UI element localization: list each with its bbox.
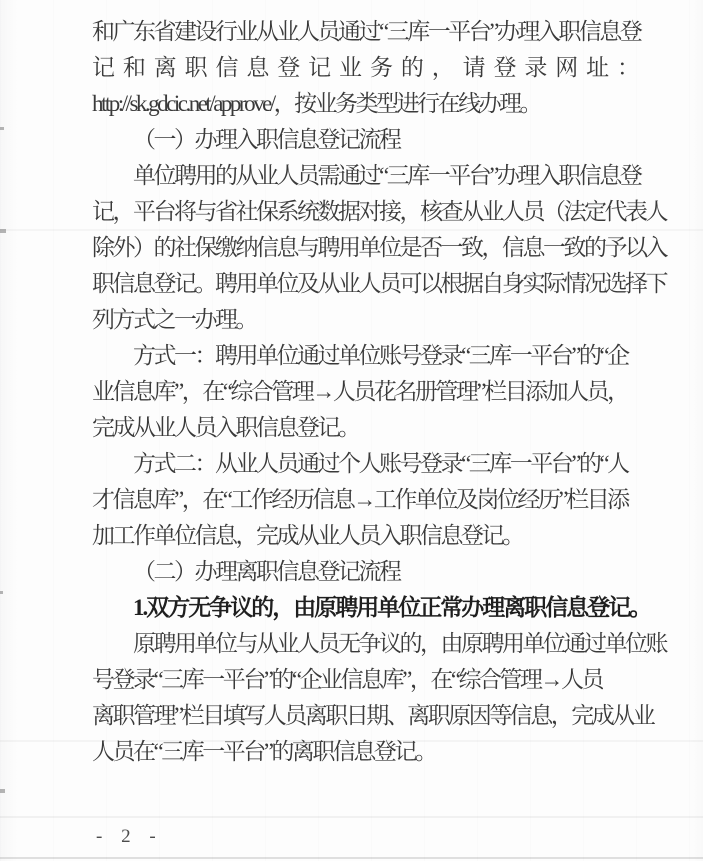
doc-line-18: 原聘用单位与从业人员无争议的，由原聘用单位通过单位账: [133, 631, 666, 656]
doc-line-9: 列方式之一办理。: [92, 307, 256, 332]
method-one-line-2: 业信息库”，在“综合管理→人员花名册管理”栏目添加人员，: [92, 379, 628, 404]
doc-line-21: 人员在“三库一平台”的离职信息登记。: [92, 739, 436, 764]
scan-edge-mark-4: [0, 789, 5, 793]
doc-line-6: 记，平台将与省社保系统数据对接，核查从业人员（法定代表人: [92, 199, 666, 224]
scan-edge-mark-2: [0, 229, 6, 233]
method-one-line-1: 方式一：聘用单位通过单位账号登录“三库一平台”的“企: [133, 343, 628, 368]
method-one-line-3: 完成从业人员入职信息登记。: [92, 415, 359, 440]
scan-edge-mark-1: [0, 127, 4, 130]
section-1-heading: （一）办理入职信息登记流程: [133, 127, 400, 152]
doc-line-2-justified: 记和离职信息登记业务的，请登录网址：: [92, 55, 640, 80]
doc-line-20: 离职管理”栏目填写人员离职日期、离职原因等信息，完成从业: [92, 703, 654, 728]
section-2-heading: （二）办理离职信息登记流程: [133, 559, 400, 584]
method-two-line-1: 方式二：从业人员通过个人账号登录“三库一平台”的“人: [133, 451, 628, 476]
doc-line-7: 除外）的社保缴纳信息与聘用单位是否一致，信息一致的予以入: [92, 235, 666, 260]
doc-line-8: 职信息登记。聘用单位及从业人员可以根据自身实际情况选择下: [92, 271, 666, 296]
bold-subitem-1: 1.双方无争议的，由原聘用单位正常办理离职信息登记。: [133, 595, 651, 620]
method-two-line-3: 加工作单位信息，完成从业人员入职信息登记。: [92, 523, 523, 548]
scan-edge-mark-3: [0, 591, 3, 594]
page-number: - 2 -: [96, 826, 163, 847]
doc-line-1: 和广东省建设行业从业人员通过“三库一平台”办理入职信息登: [92, 19, 641, 44]
url-line: http://sk.gdcic.net/approve/，按业务类型进行在线办理。: [92, 91, 541, 116]
method-two-line-2: 才信息库”，在“工作经历信息→工作单位及岗位经历”栏目添: [92, 487, 628, 512]
scan-artifact-line-3: [0, 816, 703, 818]
doc-line-19: 号登录“三库一平台”的“企业信息库”，在“综合管理→人员: [92, 667, 603, 692]
document-body: [92, 14, 666, 770]
scan-bottom-edge: [0, 857, 703, 859]
doc-line-5: 单位聘用的从业人员需通过“三库一平台”办理入职信息登: [133, 163, 641, 188]
